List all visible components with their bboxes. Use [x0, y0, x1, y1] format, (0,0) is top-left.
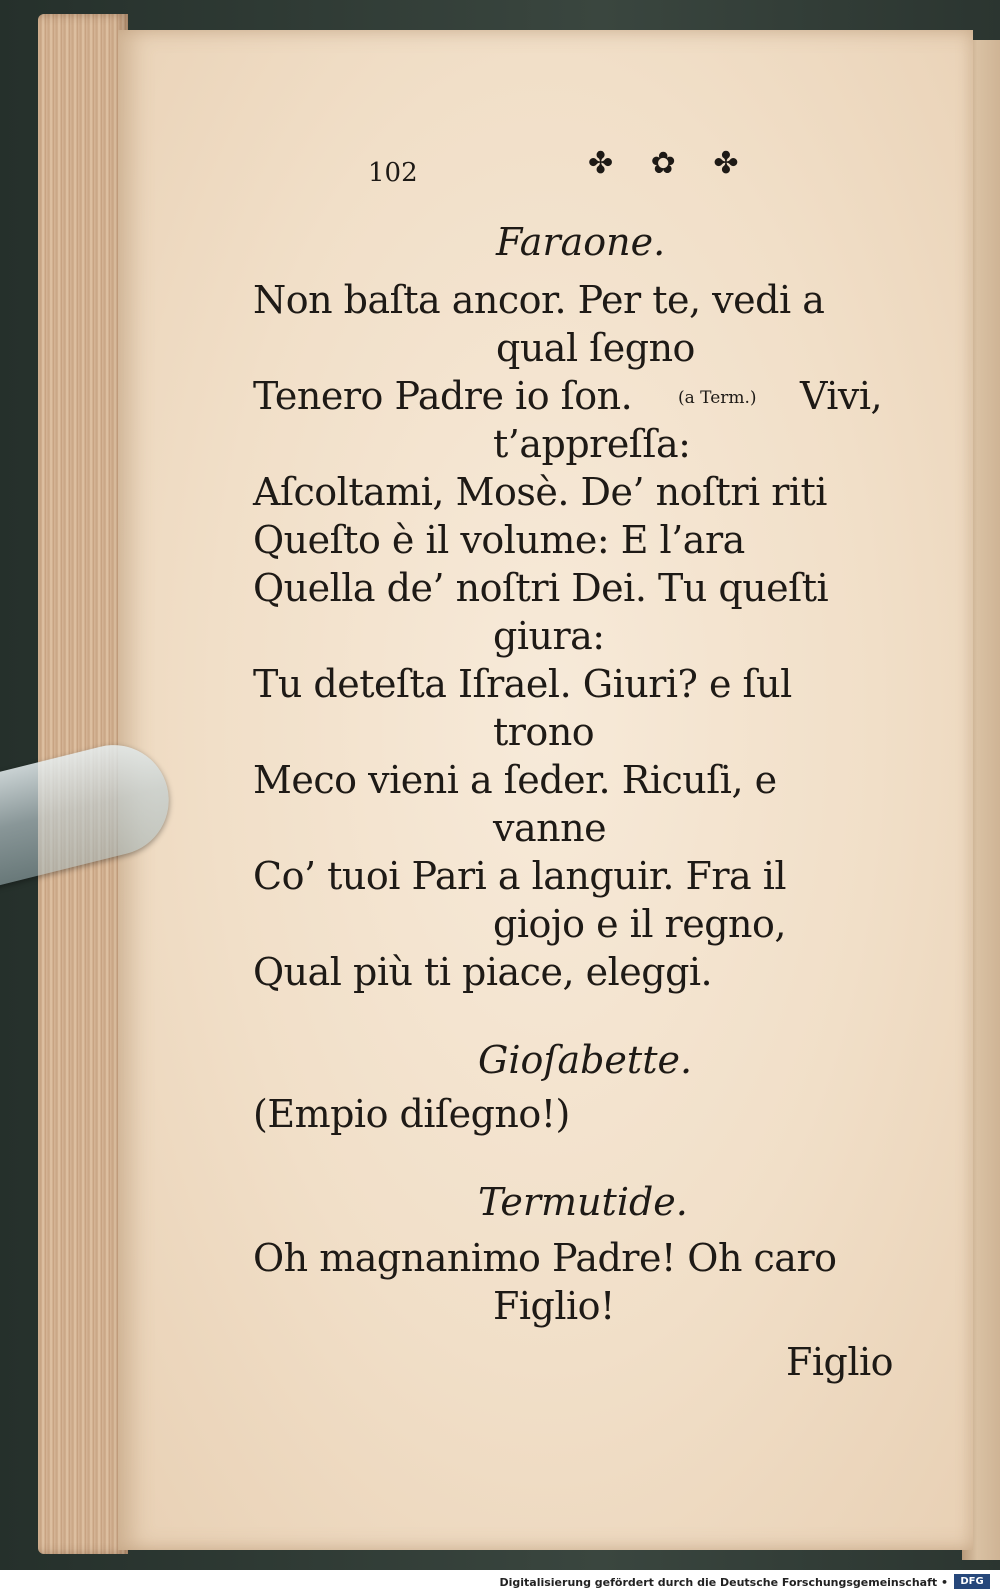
verse-line: Aſcoltami, Mosè. De’ noſtri riti: [253, 470, 827, 514]
verse-line: t’appreſſa:: [493, 422, 691, 466]
verse-line: vanne: [493, 806, 607, 850]
dfg-logo: DFG: [954, 1574, 990, 1589]
verse-line: (Empio diſegno!): [253, 1092, 570, 1136]
verse-line: Co’ tuoi Pari a languir. Fra il: [253, 854, 787, 898]
speaker-giosabette: Gioſabette.: [478, 1038, 693, 1082]
verse-line: Qual più ti piace, eleggi.: [253, 950, 713, 994]
verse-line: Oh magnanimo Padre! Oh caro: [253, 1236, 837, 1280]
stage-direction: (a Term.): [678, 388, 757, 408]
verse-line: Quella de’ noſtri Dei. Tu queſti: [253, 566, 829, 610]
verse-line: giura:: [493, 614, 605, 658]
verse-line: Tenero Padre io ſon.: [253, 374, 633, 418]
verse-line: Queſto è il volume: E l’ara: [253, 518, 745, 562]
verse-line: giojo e il regno,: [493, 902, 786, 946]
verse-line: Meco vieni a ſeder. Ricuſi, e: [253, 758, 777, 802]
book-page: [118, 30, 973, 1550]
header-ornament: ✤ ✿ ✤: [588, 146, 753, 181]
footer-bar: [0, 1570, 1000, 1592]
verse-line: Non baſta ancor. Per te, vedi a: [253, 278, 825, 322]
footer-credit: Digitalisierung gefördert durch die Deutsche Forschungsgemeinschaft •: [499, 1576, 948, 1589]
speaker-termutide: Termutide.: [478, 1180, 688, 1224]
verse-line: Vivi,: [800, 374, 883, 418]
verse-line: trono: [493, 710, 595, 754]
verse-line: Tu deteſta Iſrael. Giuri? e ſul: [253, 662, 792, 706]
catchword: Figlio: [786, 1340, 894, 1384]
speaker-faraone: Faraone.: [496, 220, 666, 264]
verse-line: Figlio!: [493, 1284, 615, 1328]
verse-line: qual ſegno: [496, 326, 695, 370]
page-number: 102: [368, 158, 418, 188]
